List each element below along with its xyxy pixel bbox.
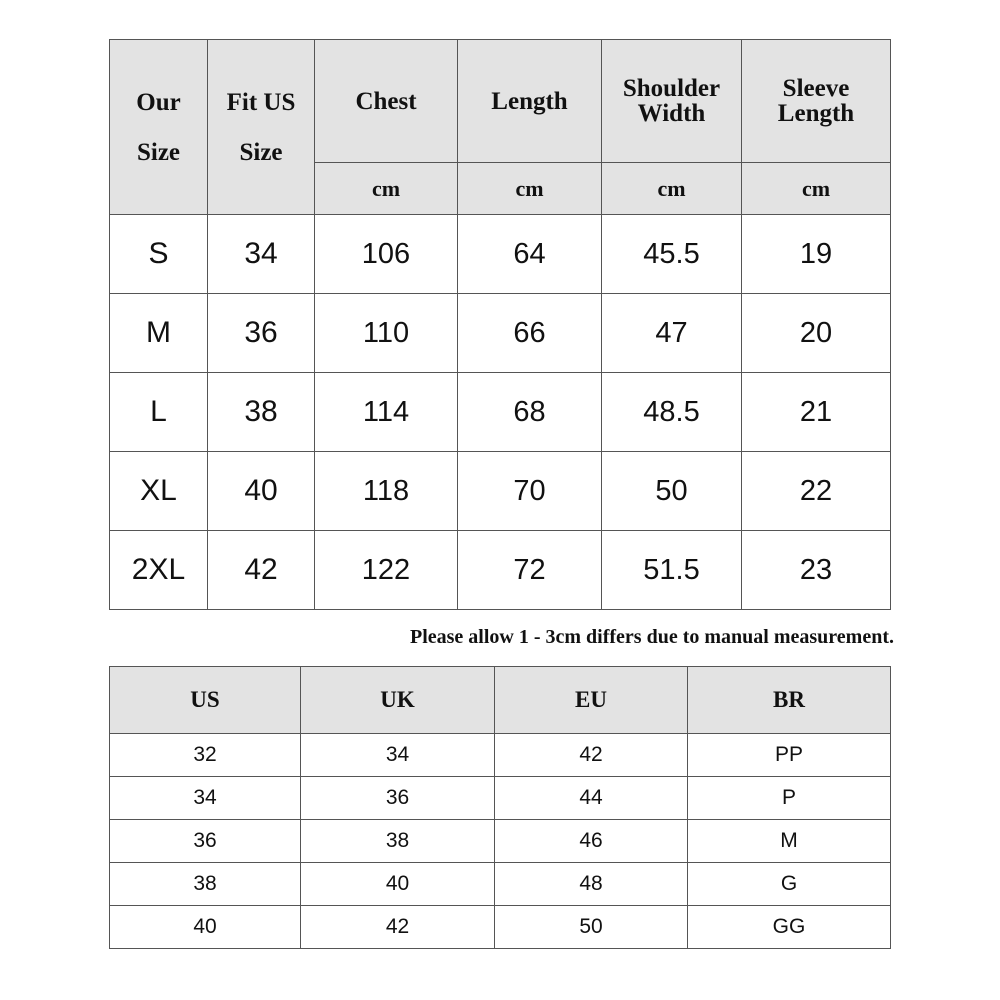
cell-us: 36 xyxy=(110,820,301,863)
cell-shoulder-width: 45.5 xyxy=(602,215,742,294)
header-our-size: Our Size xyxy=(110,40,208,215)
cell-shoulder-width: 48.5 xyxy=(602,373,742,452)
cell-us: 40 xyxy=(110,906,301,949)
cell-eu: 44 xyxy=(495,777,688,820)
cell-length: 72 xyxy=(458,531,602,610)
cell-br: P xyxy=(688,777,891,820)
cell-chest: 114 xyxy=(315,373,458,452)
header-shoulder-width: Shoulder Width xyxy=(602,40,742,163)
conversion-row xyxy=(110,734,891,777)
cell-sleeve-length: 23 xyxy=(742,531,891,610)
cell-sleeve-length: 21 xyxy=(742,373,891,452)
cell-sleeve-length: 22 xyxy=(742,452,891,531)
conversion-row xyxy=(110,906,891,949)
cell-us: 34 xyxy=(110,777,301,820)
header-fit-us-size: Fit US Size xyxy=(208,40,315,215)
cell-fit-us-size: 36 xyxy=(208,294,315,373)
cell-length: 68 xyxy=(458,373,602,452)
cell-us: 38 xyxy=(110,863,301,906)
size-conversion-table xyxy=(109,666,891,949)
cell-br: GG xyxy=(688,906,891,949)
cell-us: 32 xyxy=(110,734,301,777)
header-sleeve-length: Sleeve Length xyxy=(742,40,891,163)
cell-our-size: L xyxy=(110,373,208,452)
cell-chest: 122 xyxy=(315,531,458,610)
cell-br: M xyxy=(688,820,891,863)
size-row xyxy=(110,373,891,452)
conversion-header-row xyxy=(110,667,891,734)
unit-shoulder-width: cm xyxy=(602,163,742,215)
cell-chest: 118 xyxy=(315,452,458,531)
cell-our-size: M xyxy=(110,294,208,373)
cell-uk: 40 xyxy=(301,863,495,906)
cell-uk: 36 xyxy=(301,777,495,820)
conversion-row xyxy=(110,863,891,906)
cell-chest: 110 xyxy=(315,294,458,373)
cell-shoulder-width: 51.5 xyxy=(602,531,742,610)
cell-length: 66 xyxy=(458,294,602,373)
cell-eu: 50 xyxy=(495,906,688,949)
cell-uk: 34 xyxy=(301,734,495,777)
unit-length: cm xyxy=(458,163,602,215)
unit-sleeve-length: cm xyxy=(742,163,891,215)
cell-our-size: S xyxy=(110,215,208,294)
size-row xyxy=(110,215,891,294)
cell-shoulder-width: 47 xyxy=(602,294,742,373)
cell-sleeve-length: 19 xyxy=(742,215,891,294)
unit-chest: cm xyxy=(315,163,458,215)
header-uk: UK xyxy=(301,667,495,734)
cell-fit-us-size: 40 xyxy=(208,452,315,531)
header-us: US xyxy=(110,667,301,734)
cell-length: 64 xyxy=(458,215,602,294)
cell-uk: 42 xyxy=(301,906,495,949)
header-chest: Chest xyxy=(315,40,458,163)
header-br: BR xyxy=(688,667,891,734)
cell-fit-us-size: 38 xyxy=(208,373,315,452)
cell-eu: 48 xyxy=(495,863,688,906)
cell-br: PP xyxy=(688,734,891,777)
conversion-row xyxy=(110,777,891,820)
cell-length: 70 xyxy=(458,452,602,531)
cell-eu: 42 xyxy=(495,734,688,777)
cell-our-size: 2XL xyxy=(110,531,208,610)
size-chart-table xyxy=(109,39,891,610)
header-length: Length xyxy=(458,40,602,163)
header-eu: EU xyxy=(495,667,688,734)
cell-uk: 38 xyxy=(301,820,495,863)
cell-shoulder-width: 50 xyxy=(602,452,742,531)
measurement-note: Please allow 1 - 3cm differs due to manual measurement. xyxy=(409,626,894,648)
cell-fit-us-size: 34 xyxy=(208,215,315,294)
conversion-row xyxy=(110,820,891,863)
cell-br: G xyxy=(688,863,891,906)
cell-fit-us-size: 42 xyxy=(208,531,315,610)
cell-chest: 106 xyxy=(315,215,458,294)
size-row xyxy=(110,294,891,373)
cell-sleeve-length: 20 xyxy=(742,294,891,373)
cell-our-size: XL xyxy=(110,452,208,531)
size-row xyxy=(110,531,891,610)
size-row xyxy=(110,452,891,531)
cell-eu: 46 xyxy=(495,820,688,863)
